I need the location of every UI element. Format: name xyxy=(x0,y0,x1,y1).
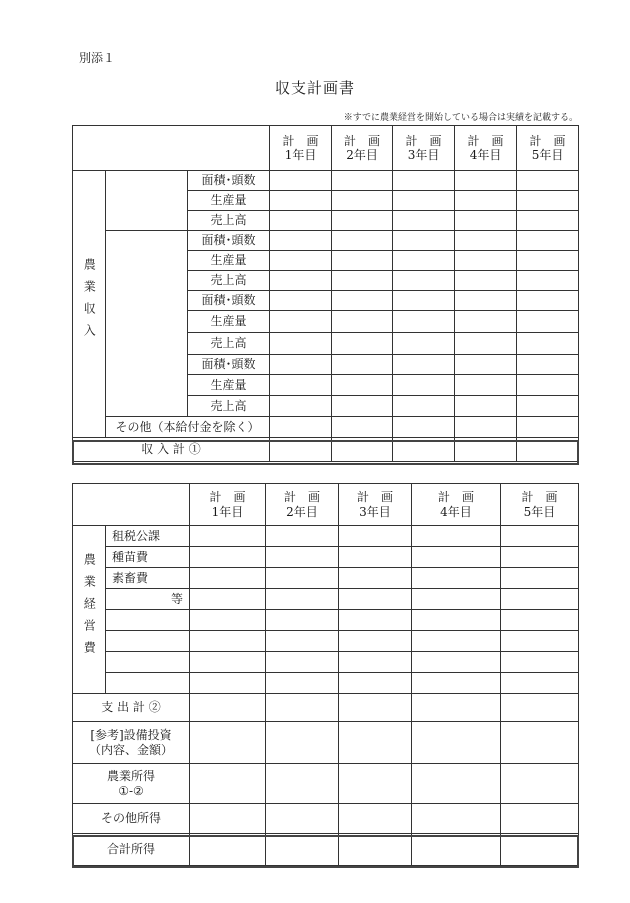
income-row-label: 売上高 xyxy=(188,271,270,291)
expense-row-label[interactable] xyxy=(106,631,190,652)
plan-year-4-header: 計 画 4年目 xyxy=(412,484,501,526)
plan-year-3-header: 計 画 3年目 xyxy=(339,484,412,526)
expense-section-label: 農業経営費 xyxy=(73,526,106,694)
income-row-label: 売上高 xyxy=(188,211,270,231)
other-income-label: その他（本給付金を除く） xyxy=(106,417,270,438)
note-text: ※すでに農業経営を開始している場合は実績を記載する。 xyxy=(343,113,578,123)
income-row-label: 売上高 xyxy=(188,396,270,417)
expense-row-label: 素畜費 xyxy=(106,568,190,589)
plan-year-1-header: 計 画 1年目 xyxy=(190,484,266,526)
plan-year-2-header: 計 画 2年目 xyxy=(266,484,339,526)
income-table xyxy=(72,125,579,462)
expense-row-label[interactable] xyxy=(106,673,190,694)
income-row-label: 売上高 xyxy=(188,333,270,355)
other-income-label: その他所得 xyxy=(73,804,190,834)
page-title: 収支計画書 xyxy=(274,79,355,97)
plan-year-4-header: 計 画 4年目 xyxy=(455,126,517,171)
crop-name-cell-1[interactable] xyxy=(106,171,188,231)
plan-year-1-header: 計 画 1年目 xyxy=(270,126,332,171)
expense-row-label: 等 xyxy=(106,589,190,610)
plan-year-2-header: 計 画 2年目 xyxy=(332,126,393,171)
income-row-label: 生産量 xyxy=(188,375,270,396)
income-section-label: 農業収入 xyxy=(73,171,106,438)
equipment-investment-label: [参考]設備投資 （内容、金額） xyxy=(73,722,190,764)
expense-row-label[interactable] xyxy=(106,610,190,631)
expense-row-label: 種苗費 xyxy=(106,547,190,568)
expense-total-label: 支 出 計 ② xyxy=(73,694,190,722)
income-row-label: 生産量 xyxy=(188,191,270,211)
annex-label: 別添１ xyxy=(79,51,116,65)
plan-year-3-header: 計 画 3年目 xyxy=(393,126,455,171)
plan-year-5-header: 計 画 5年目 xyxy=(501,484,579,526)
total-income-label: 合計所得 xyxy=(73,834,190,866)
header-blank-cell xyxy=(73,126,270,171)
income-header-row xyxy=(73,126,579,171)
income-row-label: 生産量 xyxy=(188,251,270,271)
income-total-label: 収 入 計 ① xyxy=(73,438,270,462)
expense-row-label[interactable] xyxy=(106,652,190,673)
income-row-label: 面積･頭数 xyxy=(188,291,270,311)
expense-table xyxy=(72,483,579,866)
plan-year-5-header: 計 画 5年目 xyxy=(517,126,579,171)
expense-row-label: 租税公課 xyxy=(106,526,190,547)
crop-name-cell-2[interactable] xyxy=(106,231,188,417)
income-row-label: 生産量 xyxy=(188,311,270,333)
income-row-label: 面積･頭数 xyxy=(188,231,270,251)
farm-income-label: 農業所得 ①-② xyxy=(73,764,190,804)
header-blank-cell xyxy=(73,484,190,526)
income-row-label: 面積･頭数 xyxy=(188,355,270,375)
expense-header-row xyxy=(73,484,579,526)
income-row-label: 面積･頭数 xyxy=(188,171,270,191)
